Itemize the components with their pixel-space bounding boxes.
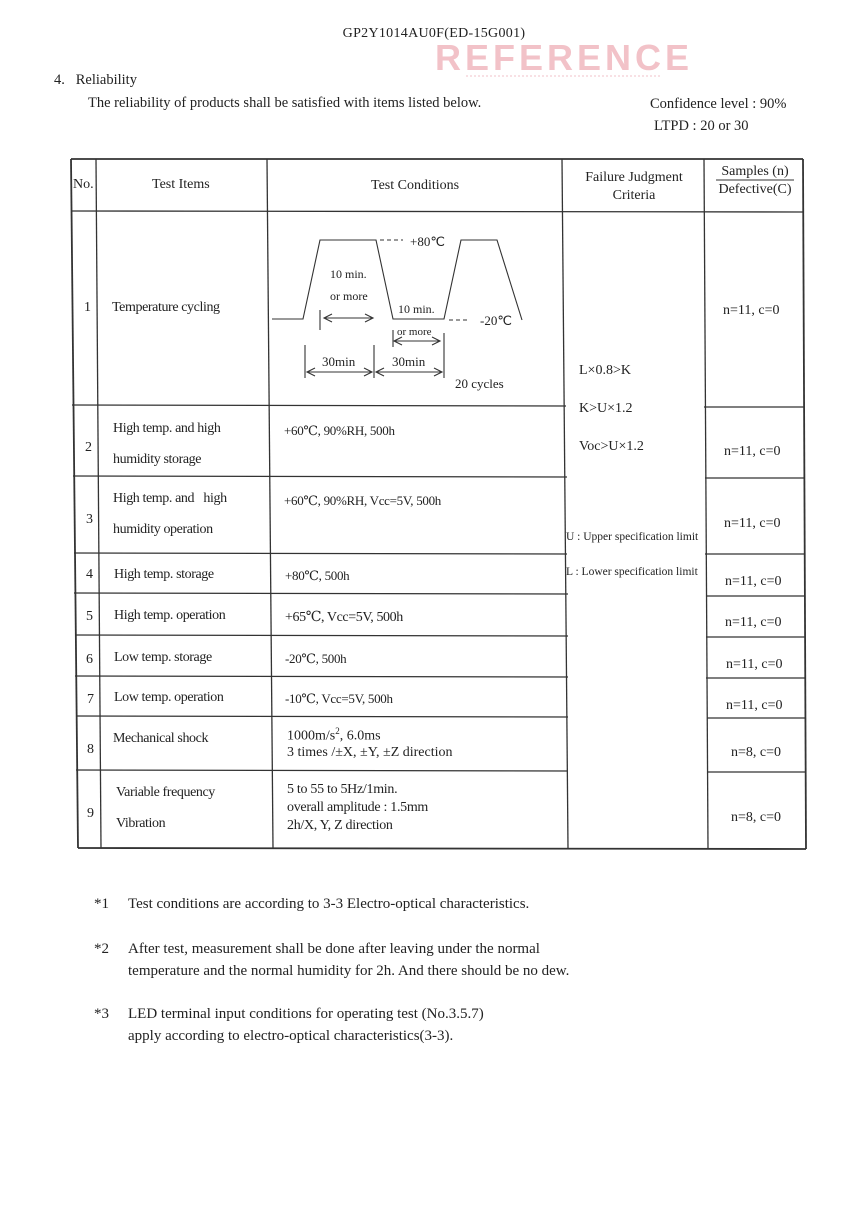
row8-condition-line1 bbox=[287, 726, 381, 745]
header-samples-line2: Defective(C) bbox=[718, 182, 792, 197]
dwell1-line1: 10 min. bbox=[330, 267, 367, 281]
row1-item: Temperature cycling bbox=[112, 300, 220, 315]
row1-no: 1 bbox=[84, 300, 91, 315]
document-code: GP2Y1014AU0F(ED-15G001) bbox=[342, 26, 526, 41]
row5-no: 5 bbox=[86, 609, 93, 624]
section-number: 4. bbox=[54, 72, 65, 88]
row8-condition-line2: 3 times /±X, ±Y, ±Z direction bbox=[287, 745, 453, 760]
cycle-waveform bbox=[272, 240, 522, 320]
row7-item: Low temp. operation bbox=[114, 690, 224, 705]
row6-item: Low temp. storage bbox=[114, 650, 212, 665]
row7-no: 7 bbox=[87, 692, 94, 707]
period1-label: 30min bbox=[322, 354, 356, 369]
row2-no: 2 bbox=[85, 440, 92, 455]
row5-samples: n=11, c=0 bbox=[725, 615, 782, 630]
header-failure-line1: Failure Judgment bbox=[585, 170, 683, 185]
note-2 bbox=[94, 938, 814, 984]
row2-item-line1: High temp. and high bbox=[113, 421, 221, 436]
row9-no: 9 bbox=[87, 806, 94, 821]
cycle-low-temp: -20℃ bbox=[480, 313, 512, 328]
note-3 bbox=[94, 1003, 814, 1049]
row2-condition: +60℃, 90%RH, 500h bbox=[284, 423, 395, 438]
row7-samples: n=11, c=0 bbox=[726, 698, 783, 713]
note-3-text-line2: apply according to electro-optical characteristics(3-3). bbox=[128, 1028, 454, 1044]
row3-no: 3 bbox=[86, 512, 93, 527]
row9-condition-line1: 5 to 55 to 5Hz/1min. bbox=[287, 782, 398, 797]
header-no: No. bbox=[73, 177, 94, 192]
row8-condition-exponent: 2 bbox=[335, 726, 340, 736]
note-2-text-line2: temperature and the normal humidity for 2h. And there should be no dew. bbox=[128, 963, 570, 979]
criteria-3: Voc>U×1.2 bbox=[579, 439, 644, 454]
row4-condition: +80℃, 500h bbox=[285, 568, 350, 583]
row9-item-line2: Vibration bbox=[116, 816, 166, 831]
row1-samples: n=11, c=0 bbox=[723, 303, 780, 318]
row6-condition: -20℃, 500h bbox=[285, 651, 347, 666]
section-title: Reliability bbox=[75, 72, 137, 88]
header-failure-criteria bbox=[565, 169, 703, 205]
row3-condition: +60℃, 90%RH, Vcc=5V, 500h bbox=[284, 493, 441, 508]
note-1-mark: *1 bbox=[94, 896, 109, 912]
row8-item: Mechanical shock bbox=[113, 731, 209, 746]
row3-item-line1: High temp. and high bbox=[113, 491, 227, 506]
note-2-text-line1: After test, measurement shall be done after leaving under the normal bbox=[128, 941, 540, 957]
ltpd-value: LTPD : 20 or 30 bbox=[654, 118, 749, 134]
row4-item: High temp. storage bbox=[114, 567, 214, 582]
row9-condition-line2: overall amplitude : 1.5mm bbox=[287, 800, 429, 815]
row9-samples: n=8, c=0 bbox=[731, 810, 782, 825]
header-samples-line1: Samples (n) bbox=[721, 164, 789, 179]
row6-no: 6 bbox=[86, 652, 93, 667]
criteria-1: L×0.8>K bbox=[579, 363, 631, 378]
period2-label: 30min bbox=[392, 354, 426, 369]
row5-item: High temp. operation bbox=[114, 608, 226, 623]
row8-condition-accel: 1000m/s bbox=[287, 728, 336, 744]
cycle-count: 20 cycles bbox=[455, 376, 504, 391]
row2-item-line2: humidity storage bbox=[113, 452, 202, 467]
criteria-upper-limit: U : Upper specification limit bbox=[566, 531, 699, 543]
dwell2-line1: 10 min. bbox=[398, 302, 435, 316]
header-failure-line2: Criteria bbox=[612, 188, 656, 203]
criteria-2: K>U×1.2 bbox=[579, 401, 633, 416]
section-intro: The reliability of products shall be satisfied with items listed below. bbox=[88, 95, 482, 111]
header-samples bbox=[706, 163, 804, 199]
row8-samples: n=8, c=0 bbox=[731, 745, 782, 760]
header-test-items: Test Items bbox=[152, 177, 210, 192]
row4-samples: n=11, c=0 bbox=[725, 574, 782, 589]
row6-samples: n=11, c=0 bbox=[726, 657, 783, 672]
row4-no: 4 bbox=[86, 567, 93, 582]
row3-samples: n=11, c=0 bbox=[724, 516, 781, 531]
note-1 bbox=[94, 893, 814, 917]
row3-item-line2: humidity operation bbox=[113, 522, 213, 537]
header-test-conditions: Test Conditions bbox=[371, 178, 460, 193]
note-3-text-line1: LED terminal input conditions for operating test (No.3.5.7) bbox=[128, 1006, 484, 1022]
row9-condition-line3: 2h/X, Y, Z direction bbox=[287, 818, 393, 833]
dwell2-line2: or more bbox=[397, 326, 432, 338]
row8-condition-duration: , 6.0ms bbox=[339, 728, 381, 744]
row8-no: 8 bbox=[87, 742, 94, 757]
criteria-lower-limit: L : Lower specification limit bbox=[566, 566, 698, 578]
row7-condition: -10℃, Vcc=5V, 500h bbox=[285, 691, 393, 706]
note-3-mark: *3 bbox=[94, 1006, 109, 1022]
row2-samples: n=11, c=0 bbox=[724, 444, 781, 459]
confidence-level: Confidence level : 90% bbox=[650, 96, 787, 112]
row9-item-line1: Variable frequency bbox=[116, 785, 215, 800]
note-2-mark: *2 bbox=[94, 941, 109, 957]
dwell1-line2: or more bbox=[330, 289, 368, 303]
cycle-high-temp: +80℃ bbox=[410, 234, 445, 249]
note-1-text: Test conditions are according to 3-3 Electro-optical characteristics. bbox=[128, 896, 530, 912]
row5-condition: +65℃, Vcc=5V, 500h bbox=[285, 610, 403, 625]
reference-stamp-text: REFERENCE bbox=[434, 37, 694, 78]
